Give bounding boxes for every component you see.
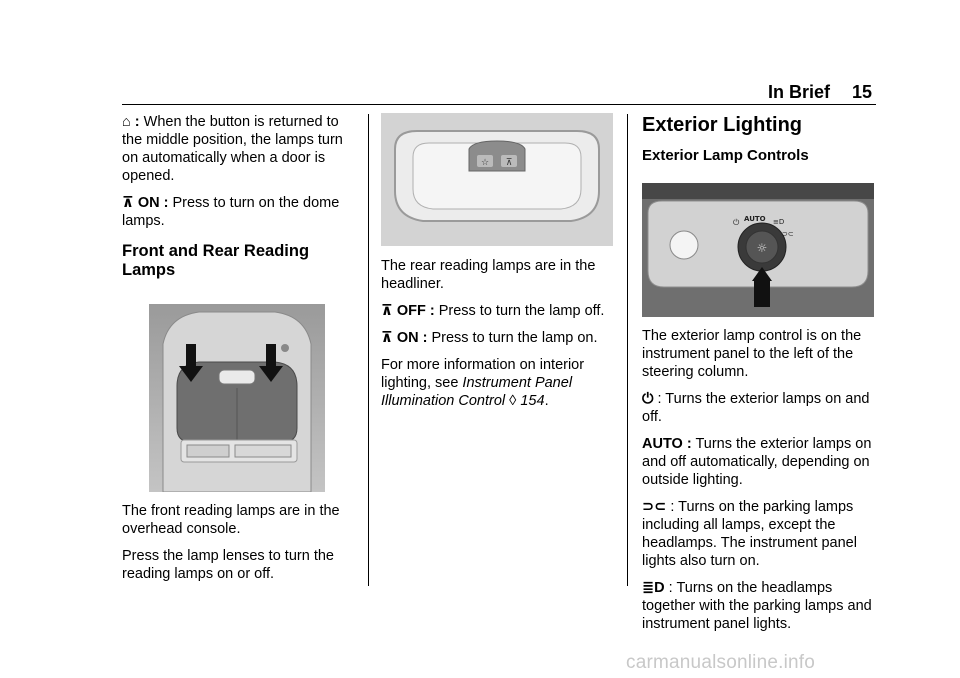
dome-on-paragraph: ⊼ ON : Press to turn on the dome lamps. (122, 195, 340, 229)
front-reading-lamps-photo (149, 304, 325, 492)
page-ref-icon: ◊ (505, 393, 521, 409)
lens-paragraph: Press the lamp lenses to turn the reading lamps on or off. (122, 548, 334, 582)
lamp-on-icon: ⊼ (381, 330, 393, 346)
front-lamps-caption: The front reading lamps are in the overhead console. (122, 503, 340, 537)
on-paragraph: ⊼ ON : Press to turn the lamp on. (381, 330, 598, 346)
headlamp-icon: ≣D (642, 580, 665, 596)
svg-text:⊼: ⊼ (505, 158, 513, 168)
column-divider-1 (368, 114, 369, 586)
column-1 (122, 113, 358, 592)
rear-reading-lamps-photo (381, 113, 613, 246)
rear-lamps-caption: The rear reading lamps are in the headliner. (381, 258, 596, 292)
header-rule (122, 104, 876, 105)
parking-lamps-paragraph: ⊃⊂ : Turns on the parking lamps including all lamps, except the headlamps. The instrument panel lights also turn on. (642, 499, 857, 569)
auto-paragraph: AUTO : Turns the exterior lamps on and off automatically, depending on outside lighting. (642, 436, 872, 488)
svg-text:≡D: ≡D (773, 218, 785, 226)
headlamps-paragraph: ≣D : Turns on the headlamps together with the parking lamps and instrument panel lights. (642, 580, 872, 632)
auto-photo-label: AUTO (744, 215, 766, 223)
page-header (0, 80, 960, 104)
power-icon: ⏻ (642, 391, 654, 407)
more-info-paragraph: For more information on interior lighting, see Instrument Panel Illumination Control ◊ 154. (381, 357, 585, 409)
svg-text:☼: ☼ (756, 241, 768, 255)
parking-lamp-icon: ⊃⊂ (642, 499, 667, 515)
reading-lamps-heading: Front and Rear Reading Lamps (122, 242, 310, 279)
exterior-lamp-control-photo (642, 183, 874, 317)
section-title: In Brief (768, 82, 831, 102)
door-icon: ⌂ (122, 114, 131, 130)
cross-reference-link[interactable]: Instrument Panel Illumination Control (381, 375, 573, 409)
column-divider-2 (627, 114, 628, 586)
off-paragraph: ⊼ OFF : Press to turn the lamp off. (381, 303, 605, 319)
column-2 (381, 113, 617, 419)
exterior-lighting-heading: Exterior Lighting (642, 114, 802, 136)
lamp-off-icon: ⊼ (381, 303, 393, 319)
watermark: carmanualsonline.info (626, 652, 816, 673)
door-lamp-paragraph: ⌂ : When the button is returned to the middle position, the lamps turn on automatically when a door is opened. (122, 114, 343, 184)
svg-text:⏻: ⏻ (733, 218, 740, 227)
exterior-controls-subheading: Exterior Lamp Controls (642, 147, 809, 164)
svg-text:⊃⊂: ⊃⊂ (782, 230, 794, 238)
page-number: 15 (852, 82, 873, 102)
dome-lamp-icon: ⊼ (122, 195, 134, 211)
exterior-control-caption: The exterior lamp control is on the instrument panel to the left of the steering column. (642, 328, 862, 380)
svg-text:☆: ☆ (480, 158, 490, 168)
power-paragraph: ⏻ : Turns the exterior lamps on and off. (642, 391, 870, 425)
column-3 (642, 113, 878, 642)
